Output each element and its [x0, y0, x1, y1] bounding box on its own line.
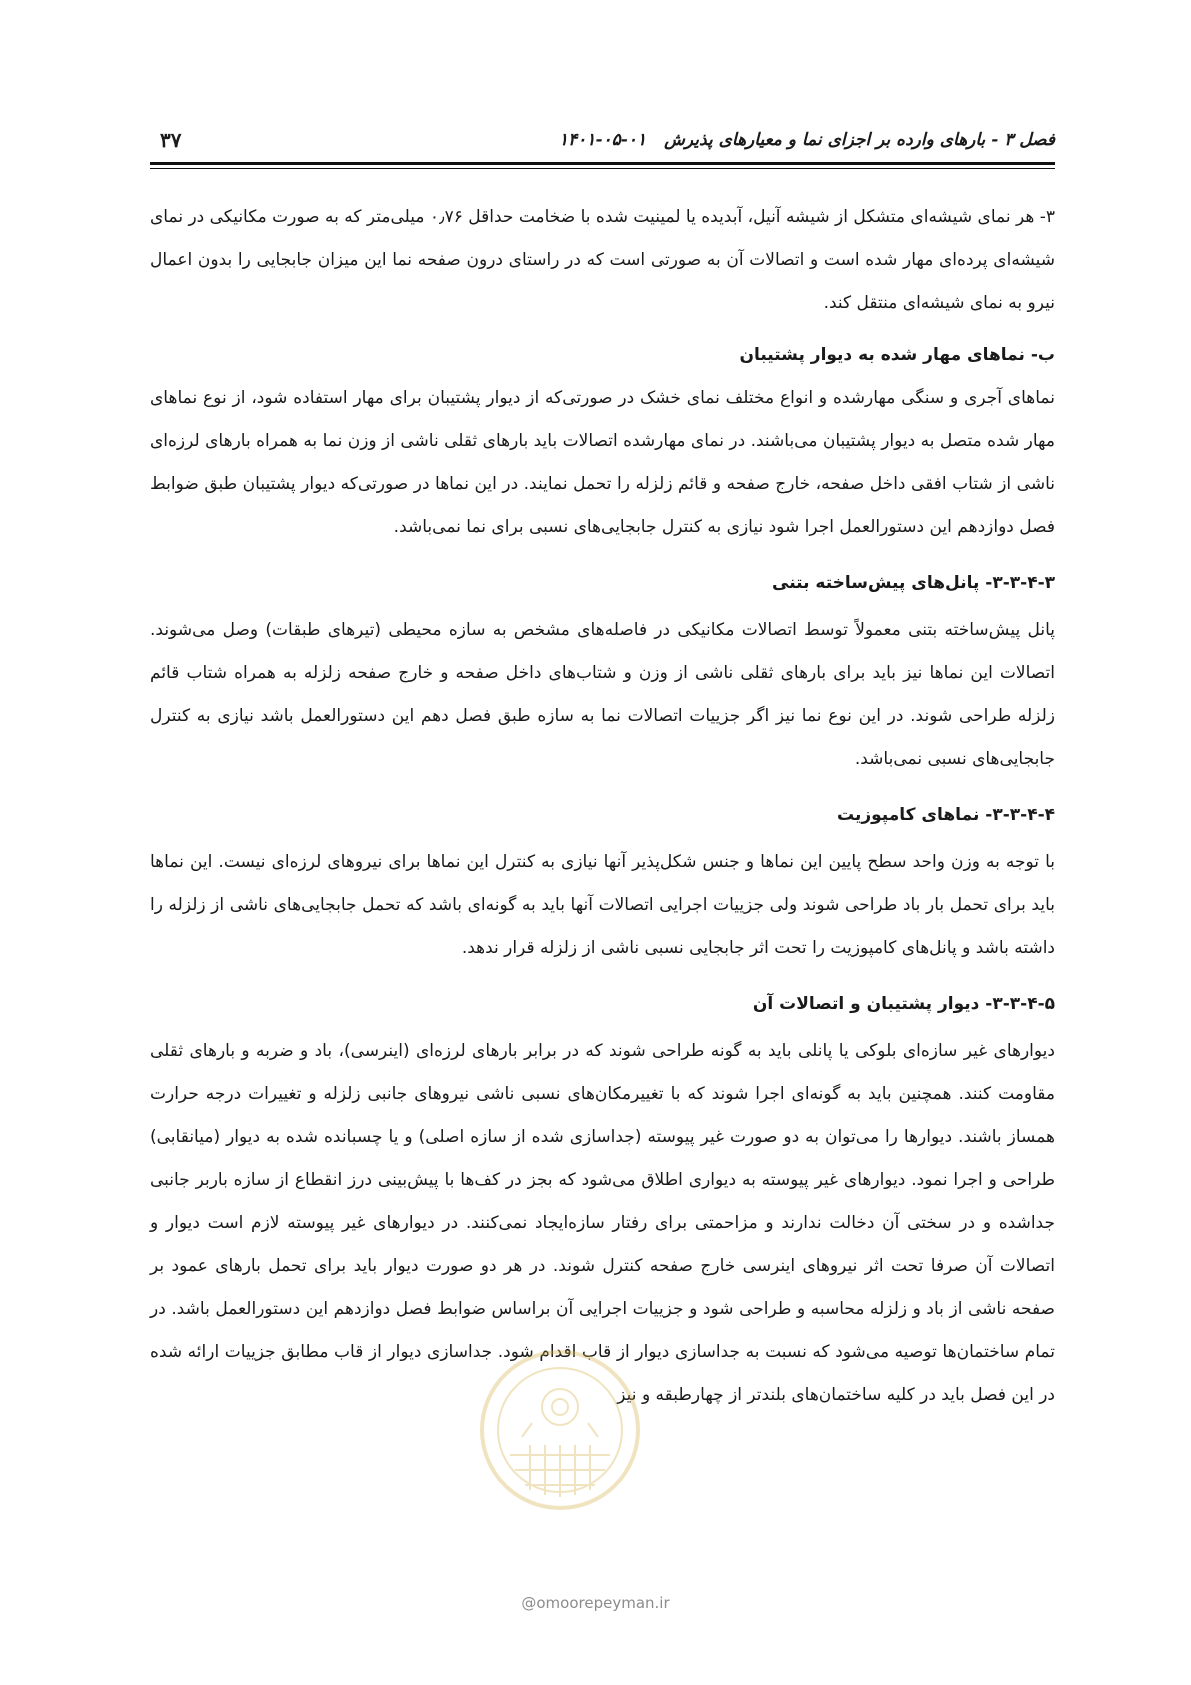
heading-precast-panels: ۳-۳-۴-۳- پانل‌های پیش‌ساخته بتنی — [772, 573, 1055, 593]
chapter-title: فصل ۳ - بارهای وارده بر اجزای نما و معیارهای پذیرش — [664, 130, 1055, 150]
paragraph-item-3: ۳- هر نمای شیشه‌ای متشکل از شیشه آنیل، آبدیده یا لمینیت شده با ضخامت حداقل ۰٫۷۶ میلی‌متر که به صورت مکانیکی در نمای شیشه‌ای پرده‌ای مهار شده است و اتصالات آن به صورتی است که در راستای درون صفحه نما این میزان جابجایی را بدون اعمال نیرو به نمای شیشه‌ای منتقل کند. — [150, 207, 1055, 313]
heading-composite-facades: ۳-۳-۴-۴- نماهای کامپوزیت — [836, 805, 1055, 825]
header-rule-thin — [150, 168, 1055, 169]
paragraph-composite-facades: با توجه به وزن واحد سطح پایین این نماها و جنس شکل‌پذیر آنها نیازی به کنترل این نماها برای نیروهای لرزه‌ای نیست. این نماها باید برای تحمل بار باد طراحی شوند ولی جزییات اجرایی اتصالات آنها باید به گونه‌ای باشد که تحمل جابجایی‌های ناشی از زلزله را داشته باشد و پانل‌های کامپوزیت را تحت اثر جابجایی نسبی ناشی از زلزله قرار ندهد. — [150, 852, 1055, 958]
revision-date: ۱۴۰۱-۰۵-۰۱ — [558, 130, 647, 150]
paragraph-backup-wall: دیوارهای غیر سازه‌ای بلوکی یا پانلی باید به گونه طراحی شوند که در برابر بارهای لرزه‌ای (اینرسی)، باد و ضربه و بارهای ثقلی مقاومت کنند. همچنین باید به گونه‌ای اجرا شوند که با تغییرمکان‌های نسبی ناشی نیروهای جانبی زلزله و تغییرات درجه حرارت همساز باشند. دیوارها را می‌توان به دو صورت غیر پیوسته (جداسازی شده از سازه اصلی) و یا چسبانده شده به دیوار (میانقابی) طراحی و اجرا نمود. دیوارهای غیر پیوسته به دیواری اطلاق می‌شود که بجز در کف‌ها با پیش‌بینی درز انقطاع از سازه باربر جانبی جداشده و در سختی آن دخالت ندارند و مزاحمتی برای رفتار سازه‌ایجاد نمی‌کنند. در دیوارهای غیر پیوسته لازم است دیوار و اتصالات آن صرفا تحت اثر نیروهای اینرسی خارج صفحه کنترل شوند. در هر دو صورت دیوار باید برای تحمل بارهای عمود بر صفحه ناشی از باد و زلزله محاسبه و طراحی شود و جزییات اجرایی آن براساس ضوابط فصل دوازدهم این دستورالعمل باشد. در تمام ساختمان‌ها توصیه می‌شود که نسبت به جداسازی دیوار از قاب اقدام شود. جداسازی دیوار از قاب مطابق جزییات ارائه شده در این فصل باید در کلیه ساختمان‌های بلندتر از چهارطبقه و نیز — [150, 1041, 1055, 1405]
page-number: ۳۷ — [160, 128, 182, 152]
heading-backup-wall: ۳-۳-۴-۵- دیوار پشتیبان و اتصالات آن — [752, 994, 1055, 1014]
watermark-url: @omoorepeyman.ir — [521, 1594, 670, 1612]
paragraph-precast-panels: پانل پیش‌ساخته بتنی معمولاً توسط اتصالات مکانیکی در فاصله‌های مشخص به سازه محیطی (تیرهای طبقات) وصل می‌شوند. اتصالات این نماها نیز باید برای بارهای ثقلی ناشی از وزن و شتاب‌های داخل صفحه و خارج صفحه زلزله به همراه شتاب قائم زلزله طراحی شوند. در این نوع نما نیز اگر جزییات اتصالات نما به سازه طبق فصل دهم این دستورالعمل باشد نیازی به کنترل جابجایی‌های نسبی نمی‌باشد. — [150, 620, 1055, 769]
running-header — [150, 118, 1055, 168]
heading-anchored-facades: ب- نماهای مهار شده به دیوار پشتیبان — [739, 345, 1055, 365]
header-rule-thick — [150, 162, 1055, 165]
paragraph-anchored-facades: نماهای آجری و سنگی مهارشده و انواع مختلف نمای خشک در صورتی‌که از دیوار پشتیبان برای مهار استفاده شود، از نوع نماهای مهار شده متصل به دیوار پشتیبان می‌باشند. در نمای مهارشده اتصالات باید بارهای ثقلی ناشی از وزن نما به همراه بارهای لرزه‌ای ناشی از شتاب افقی داخل صفحه، خارج صفحه و قائم زلزله را تحمل نمایند. در این نماها در صورتی‌که دیوار پشتیبان طبق ضوابط فصل دوازدهم این دستورالعمل اجرا شود نیازی به کنترل جابجایی‌های نسبی برای نما نمی‌باشد. — [150, 388, 1055, 537]
body-text — [150, 196, 1055, 1427]
